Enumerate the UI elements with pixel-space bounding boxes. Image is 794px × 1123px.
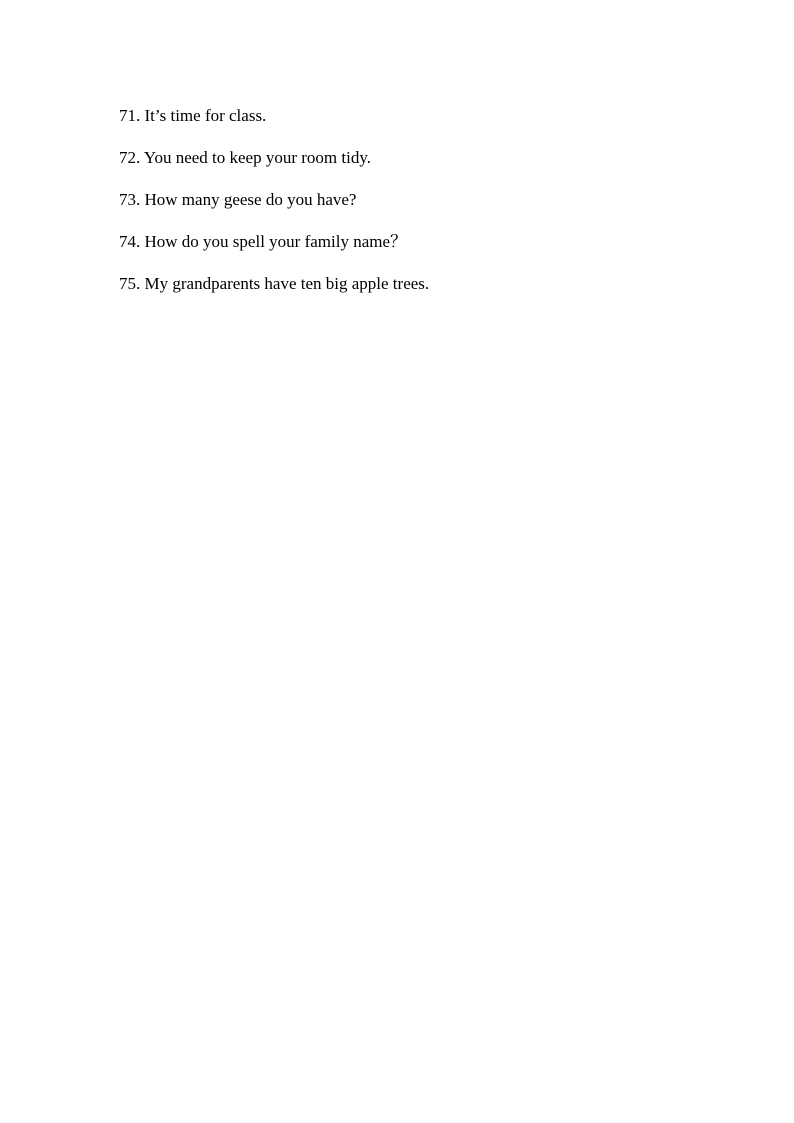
answer-73: 73. How many geese do you have? <box>119 190 357 209</box>
answer-75: 75. My grandparents have ten big apple trees. <box>119 274 430 293</box>
answer-71: 71. It’s time for class. <box>119 106 267 125</box>
answer-72: 72. You need to keep your room tidy. <box>119 148 371 167</box>
answer-list <box>119 105 719 315</box>
answer-74: 74. How do you spell your family name？ <box>119 232 408 251</box>
